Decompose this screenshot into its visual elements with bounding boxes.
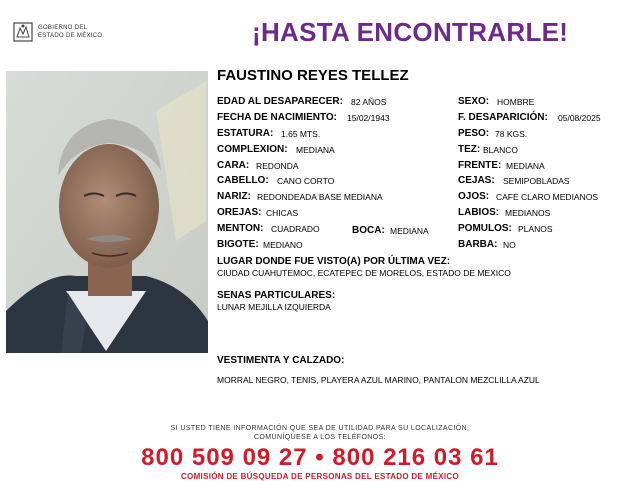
age-value: 82 AÑOS	[351, 97, 387, 107]
face-value: REDONDA	[256, 161, 299, 171]
build-value: MEDIANA	[296, 145, 335, 155]
hair-value: CANO CORTO	[277, 176, 335, 186]
build-label: COMPLEXION:	[217, 144, 288, 155]
eyebrows-value: SEMIPOBLADAS	[503, 176, 570, 186]
missing-person-photo	[6, 71, 208, 353]
clothing-label: VESTIMENTA Y CALZADO:	[217, 355, 345, 366]
commission-name: COMISIÓN DE BÚSQUEDA DE PERSONAS DEL ESTADO DE MÉXICO	[180, 472, 459, 481]
hair-label: CABELLO:	[217, 175, 269, 186]
nose-label: NARIZ:	[217, 191, 251, 202]
disappearance-date-label: F. DESAPARICIÓN:	[458, 112, 548, 123]
cheekbones-label: POMULOS:	[458, 223, 512, 234]
complexion-value: BLANCO	[483, 145, 518, 155]
mustache-label: BIGOTE:	[217, 239, 259, 250]
complexion-label: TEZ:	[458, 144, 481, 155]
headline: ¡HASTA ENCONTRARLE!	[252, 17, 569, 47]
face-label: CARA:	[217, 160, 250, 171]
mustache-value: MEDIANO	[263, 240, 303, 250]
person-name: FAUSTINO REYES TELLEZ	[217, 67, 409, 84]
phone-number-1[interactable]: 800 509 09 27	[141, 444, 308, 471]
ears-value: CHICAS	[266, 208, 299, 218]
government-label-line2: ESTADO DE MÉXICO	[38, 33, 103, 39]
beard-label: BARBA:	[458, 239, 498, 250]
state-emblem-icon	[12, 20, 34, 44]
forehead-value: MEDIANA	[506, 161, 545, 171]
phone-numbers	[0, 444, 640, 472]
distinguishing-marks-value: LUNAR MEJILLA IZQUIERDA	[217, 302, 331, 312]
beard-value: NO	[503, 240, 516, 250]
last-seen-value: CIUDAD CUAHUTEMOC, ECATEPEC DE MORELOS, ESTADO DE MEXICO	[217, 268, 511, 278]
government-logo	[12, 20, 122, 46]
birthdate-label: FECHA DE NACIMIENTO:	[217, 112, 337, 123]
sex-value: HOMBRE	[497, 97, 535, 107]
lips-label: LABIOS:	[458, 207, 500, 218]
info-line-2: COMUNÍQUESE A LOS TELÉFONOS:	[253, 434, 387, 441]
disappearance-date-value: 05/08/2025	[558, 113, 601, 123]
eyebrows-label: CEJAS:	[458, 175, 495, 186]
forehead-label: FRENTE:	[458, 160, 502, 171]
mouth-label: BOCA:	[352, 225, 385, 236]
mouth-value: MEDIANA	[390, 226, 429, 236]
cheekbones-value: PLANOS	[518, 224, 553, 234]
ears-label: OREJAS:	[217, 207, 262, 218]
height-label: ESTATURA:	[217, 128, 274, 139]
info-line-1: SI USTED TIENE INFORMACIÓN QUE SEA DE UTILIDAD PARA SU LOCALIZACIÓN,	[170, 425, 470, 432]
phone-separator: •	[315, 444, 325, 471]
last-seen-label: LUGAR DONDE FUE VISTO(A) POR ÚLTIMA VEZ:	[217, 256, 451, 267]
chin-value: CUADRADO	[271, 224, 320, 234]
eyes-label: OJOS:	[458, 191, 490, 202]
eyes-value: CAFE CLARO MEDIANOS	[496, 192, 599, 202]
distinguishing-marks-label: SENAS PARTICULARES:	[217, 290, 336, 301]
clothing-value: MORRAL NEGRO, TENIS, PLAYERA AZUL MARINO, PANTALON MEZCLILLA AZUL	[217, 375, 540, 385]
lips-value: MEDIANOS	[505, 208, 551, 218]
height-value: 1.65 MTS.	[281, 129, 321, 139]
weight-label: PESO:	[458, 128, 490, 139]
age-label: EDAD AL DESAPARECER:	[217, 96, 343, 107]
phone-number-2[interactable]: 800 216 03 61	[332, 444, 499, 471]
nose-value: REDONDEADA BASE MEDIANA	[257, 192, 383, 202]
sex-label: SEXO:	[458, 96, 490, 107]
birthdate-value: 15/02/1943	[347, 113, 390, 123]
government-label-line1: GOBIERNO DEL	[38, 25, 88, 31]
weight-value: 78 KGS.	[495, 129, 528, 139]
chin-label: MENTON:	[217, 223, 264, 234]
